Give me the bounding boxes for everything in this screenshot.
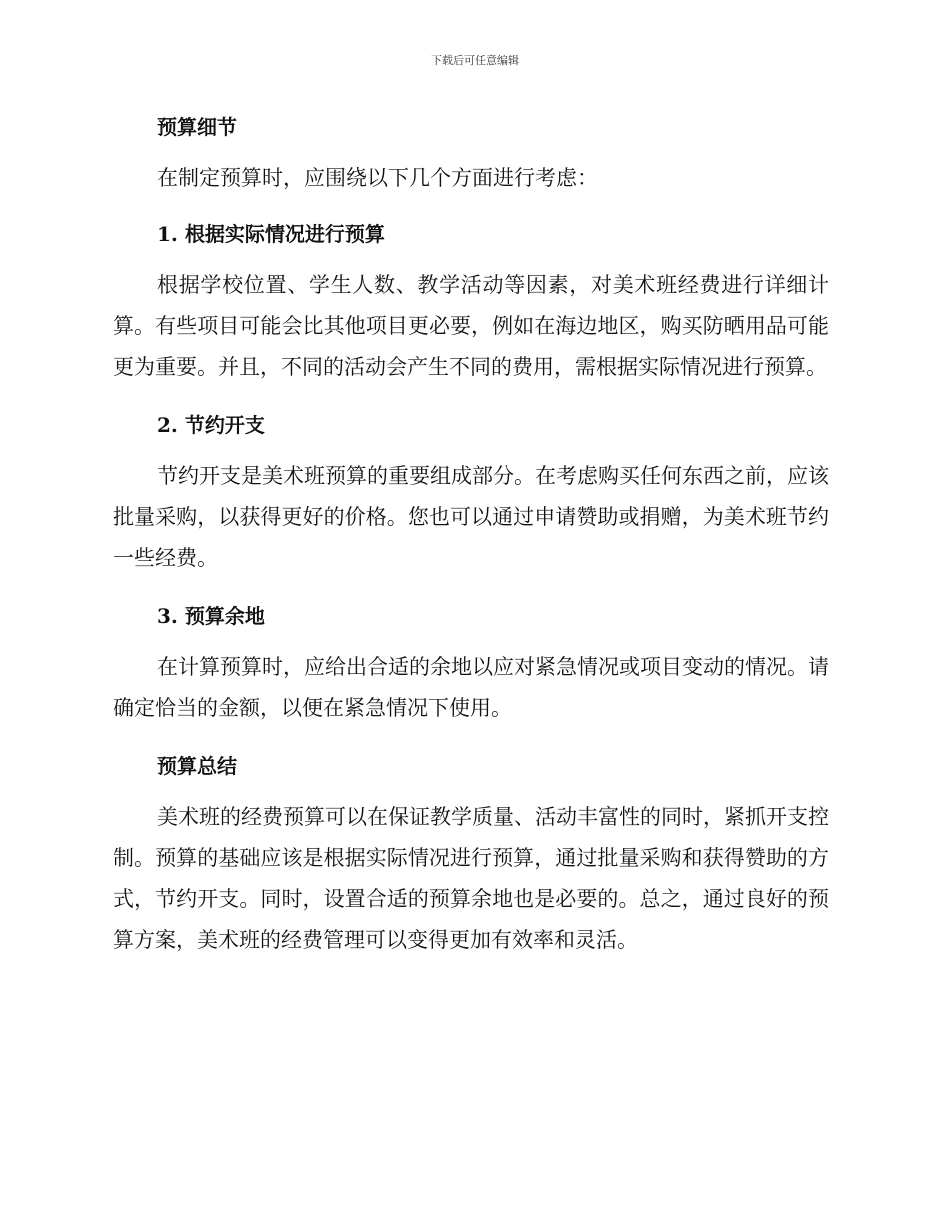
paragraph-budget-summary: 美术班的经费预算可以在保证教学质量、活动丰富性的同时，紧抓开支控制。预算的基础应该是根据实际情况进行预算，通过批量采购和获得赞助的方式，节约开支。同时，设置合适的预算余地也是必要的。总之，通过良好的预算方案，美术班的经费管理可以变得更加有效率和灵活。 <box>113 805 829 952</box>
document-body <box>113 110 829 961</box>
intro-paragraph: 在制定预算时，应围绕以下几个方面进行考虑： <box>157 166 598 190</box>
section-heading-actual-situation: 1. 根据实际情况进行预算 <box>157 222 385 246</box>
paragraph-budget-margin: 在计算预算时，应给出合适的余地以应对紧急情况或项目变动的情况。请确定恰当的金额，以便在紧急情况下使用。 <box>113 655 829 720</box>
section-heading-budget-summary: 预算总结 <box>157 754 237 778</box>
section-heading-budget-margin: 3. 预算余地 <box>157 604 265 628</box>
page-header: 下载后可任意编辑 <box>431 54 519 67</box>
paragraph-save-expenses: 节约开支是美术班预算的重要组成部分。在考虑购买任何东西之前，应该批量采购，以获得更好的价格。您也可以通过申请赞助或捐赠，为美术班节约一些经费。 <box>113 464 829 570</box>
section-heading-save-expenses: 2. 节约开支 <box>157 413 265 437</box>
section-heading-budget-details: 预算细节 <box>157 115 237 139</box>
paragraph-actual-situation: 根据学校位置、学生人数、教学活动等因素，对美术班经费进行详细计算。有些项目可能会比其他项目更必要，例如在海边地区，购买防晒用品可能更为重要。并且，不同的活动会产生不同的费用，需根据实际情况进行预算。 <box>113 273 829 379</box>
